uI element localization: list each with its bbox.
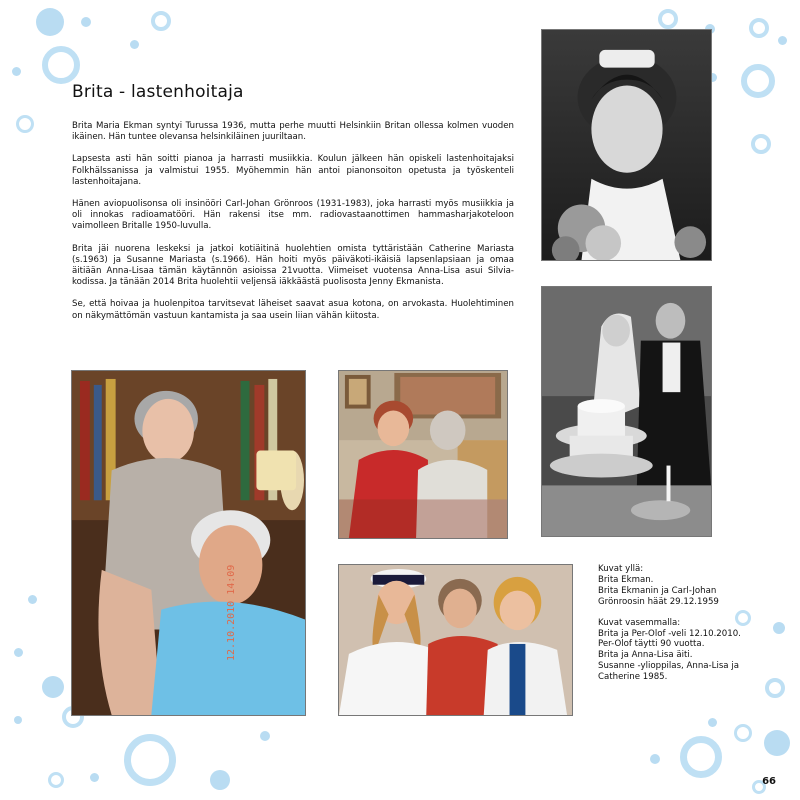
caption-above-line: Kuvat yllä:: [598, 564, 644, 574]
paragraph-education: Lapsesta asti hän soitti pianoa ja harrasti musiikkia. Koulun jälkeen hän opiskeli lastenhoitajaksi Folkhälssanissa ja valmistui 1955. Myöhemmin hän antoi pianonsoiton opetusta ja työskenteli lastenhoitajana.: [72, 154, 514, 187]
caption-left-line: Susanne -ylioppilas, Anna-Lisa ja: [598, 661, 739, 672]
caption-left-line: Catherine 1985.: [598, 672, 668, 683]
caption-above-line: Brita Ekman.: [598, 574, 654, 585]
page-title: Brita - lastenhoitaja: [72, 82, 244, 102]
caption-above-line: Grönroosin häät 29.12.1959: [598, 596, 719, 607]
caption-left-line: Kuvat vasemmalla:: [598, 617, 681, 628]
paragraph-caregiving: Brita jäi nuorena leskeksi ja jatkoi kotiäitinä huolehtien omista tyttäristään Catherine Mariasta (s.1963) ja Susanne Mariasta (s.1966). Hän hoiti myös päiväkoti-ikäisiä lapsenlapsiaan ja omaa äitiään Anna-Lisaa tämän käytännön asioissa 21vuotta. Viimeiset vuotensa Anna-Lisa asui Silvia-kodissa. Ja tänään 2014 Brita huolehtii veljensä iäkkäästä puolisosta Jenny Ekmanista.: [72, 243, 514, 288]
paragraph-reflection: Se, että hoivaa ja huolenpitoa tarvitsevat läheiset saavat asua kotona, on arvokasta. Huolehtiminen on näkymättömän vastuun kantamista ja saa usein liian vähän kiitosta.: [72, 299, 514, 321]
caption-above: [598, 564, 773, 608]
caption-above-line: Brita Ekmanin ja Carl-Johan: [598, 585, 717, 596]
caption-left-line: Brita ja Per-Olof -veli 12.10.2010.: [598, 628, 741, 639]
caption-left: [598, 618, 773, 683]
photo-brita-anna-lisa: [338, 370, 508, 539]
caption-left-line: Per-Olof täytti 90 vuotta.: [598, 639, 705, 650]
caption-left-line: Brita ja Anna-Lisa äiti.: [598, 650, 693, 661]
photo-three-generations: [338, 564, 573, 716]
photo-date-stamp: 12.10.2010 14:09: [226, 564, 237, 661]
page-number: 66: [762, 776, 776, 787]
photo-brita-portrait: [541, 29, 712, 261]
paragraph-spouse: Hänen aviopuolisonsa oli insinööri Carl-Johan Grönroos (1931-1983), joka harrasti myös musiikkia ja oli innokas radioamatööri. Hän rakensi itse mm. radiovastaanottimen hammasharjakoteloon vaimolleen Britalle 1950-luvulla.: [72, 199, 514, 232]
article-body: [72, 121, 514, 333]
photo-captions: [598, 564, 773, 693]
photo-brita-per-olof: [71, 370, 306, 716]
photo-wedding: [541, 286, 712, 537]
paragraph-birth: Brita Maria Ekman syntyi Turussa 1936, mutta perhe muutti Helsinkiin Britan ollessa kolmen vuoden ikäinen. Hän tuntee olevansa helsinkiläinen juuriltaan.: [72, 121, 514, 143]
